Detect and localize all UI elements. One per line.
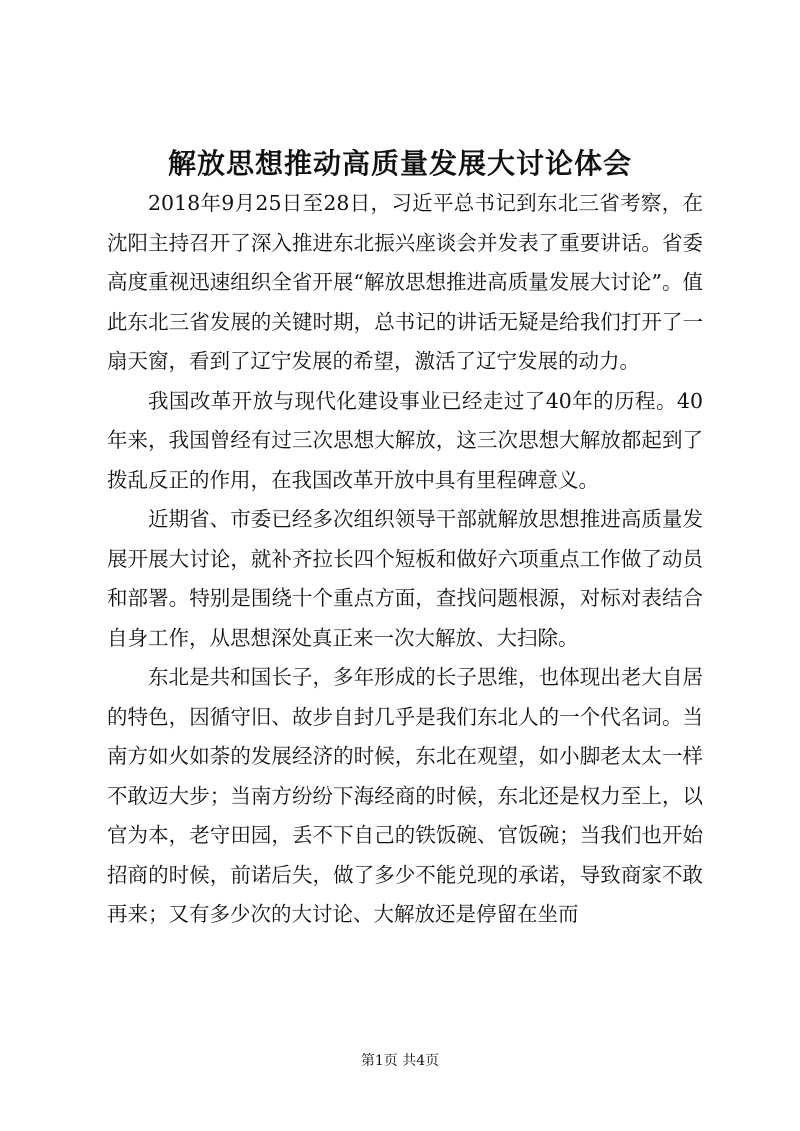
paragraph-3: 近期省、市委已经多次组织领导干部就解放思想推进高质量发展开展大讨论，就补齐拉长四个短板和做好六项重点工作做了动员和部署。特别是围绕十个重点方面，查找问题根源，对标对表结合自身工作，从思想深处真正来一次大解放、大扫除。 <box>107 507 703 650</box>
paragraph-1: 2018年9月25日至28日，习近平总书记到东北三省考察，在沈阳主持召开了深入推进东北振兴座谈会并发表了重要讲话。省委高度重视迅速组织全省开展“解放思想推进高质量发展大讨论”。值此东北三省发展的关键时期，总书记的讲话无疑是给我们打开了一扇天窗，看到了辽宁发展的希望，激活了辽宁发展的动力。 <box>107 191 703 373</box>
document-title: 解放思想推动高质量发展大讨论体会 <box>167 147 632 180</box>
paragraph-4: 东北是共和国长子，多年形成的长子思维，也体现出老大自居的特色，因循守旧、故步自封几乎是我们东北人的一个代名词。当南方如火如荼的发展经济的时候，东北在观望，如小脚老太太一样不敢迈大步；当南方纷纷下海经商的时候，东北还是权力至上，以官为本，老守田园，丢不下自己的铁饭碗、官饭碗；当我们也开始招商的时候，前诺后失，做了多少不能兑现的承诺，导致商家不敢再来；又有多少次的大讨论、大解放还是停留在坐而 <box>107 665 703 926</box>
document-body <box>107 184 703 935</box>
paragraph-2: 我国改革开放与现代化建设事业已经走过了40年的历程。40年来，我国曾经有过三次思想大解放，这三次思想大解放都起到了拨乱反正的作用，在我国改革开放中具有里程碑意义。 <box>107 388 703 492</box>
page-footer: 第1页 共4页 <box>360 1053 440 1069</box>
